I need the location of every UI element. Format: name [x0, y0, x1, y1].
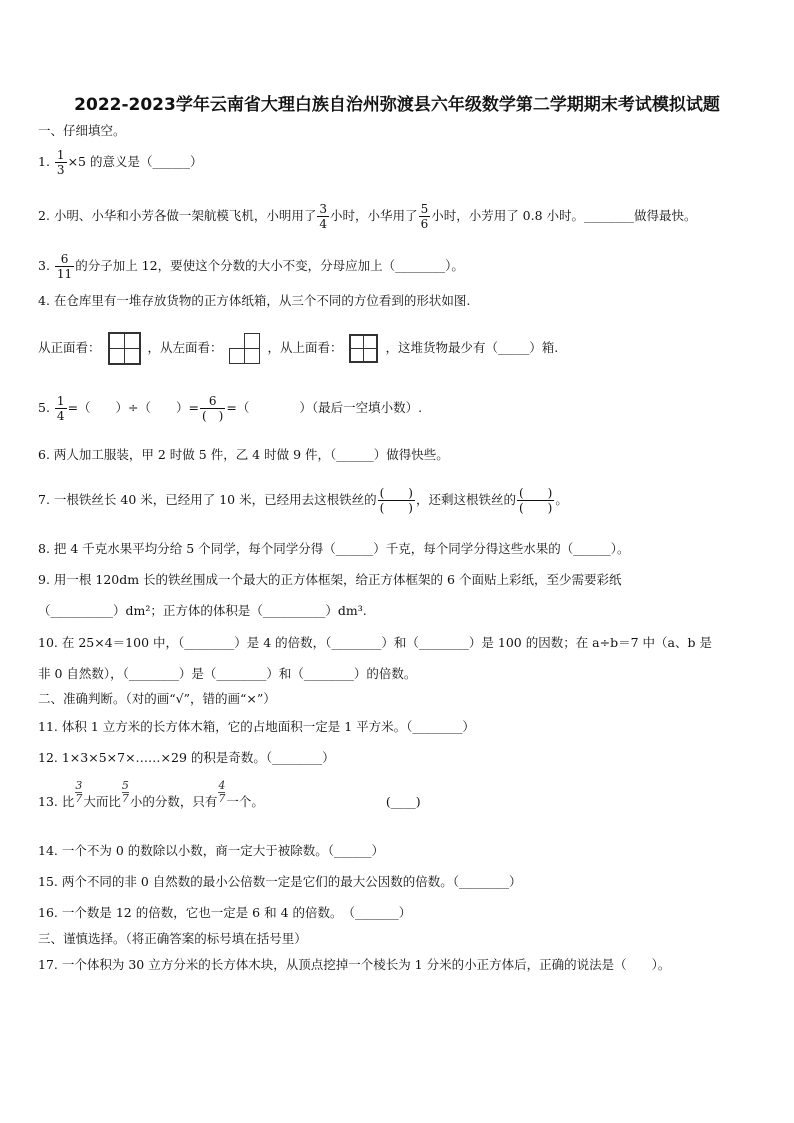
front-view-grid-icon — [108, 332, 141, 365]
question-1: 1. $\frac{1}{3}$ ×5 的意义是（______） — [38, 148, 203, 177]
question-3: 3. $\frac{6}{11}$ 的分子加上 12，要使这个分数的大小不变，分母应加上（________）。 — [38, 252, 464, 281]
question-5: 5. $\frac{1}{4}$ =（ ）÷（ ）= $\frac{6}{( )}$ =（ ）（最后一空填小数）. — [38, 394, 423, 423]
question-16: 16. 一个数是 12 的倍数，它也一定是 6 和 4 的倍数。 （_______） — [38, 905, 412, 920]
section-2-heading: 二、准确判断。（对的画“√”，错的画“×”） — [38, 691, 276, 706]
question-15: 15. 两个不同的非 0 自然数的最小公倍数一定是它们的最大公因数的倍数。（________） — [38, 874, 522, 889]
question-6: 6. 两人加工服装，甲 2 时做 5 件，乙 4 时做 9 件，（______）做得快些。 — [38, 447, 449, 462]
question-9-line-1: 9. 用一根 120dm 长的铁丝围成一个最大的正方体框架，给正方体框架的 6 个面贴上彩纸，至少需要彩纸 — [38, 572, 622, 587]
question-17: 17. 一个体积为 30 立方分米的长方体木块，从顶点挖掉一个棱长为 1 分米的小正方体后，正确的说法是（ ）。 — [38, 957, 671, 972]
question-13: 13. 比 $\frac{3}{7}$ 大而比 $\frac{5}{7}$ 小的分数，只有 $\frac{4}{7}$ 一个。 (____) — [38, 779, 421, 809]
section-3-heading: 三、谨慎选择。（将正确答案的标号填在括号里） — [38, 931, 307, 946]
question-10-line-1: 10. 在 25×4＝100 中，（________）是 4 的倍数，（________）和（________）是 100 的因数；在 a÷b＝7 中（a、b 是 — [38, 635, 712, 650]
section-1-heading: 一、仔细填空。 — [38, 123, 126, 138]
fraction-one-third: $\frac{1}{3}$ — [56, 148, 65, 177]
question-11: 11. 体积 1 立方米的长方体木箱，它的占地面积一定是 1 平方米。（________） — [38, 719, 475, 734]
question-7: 7. 一根铁丝长 40 米，已经用了 10 米，已经用去这根铁丝的 $\frac{( )}{( )}$ ，还剩这根铁丝的 $\frac{( )}{( )}$ 。 — [38, 486, 568, 515]
question-14: 14. 一个不为 0 的数除以小数，商一定大于被除数。（______） — [38, 843, 385, 858]
left-view-grid-icon — [229, 333, 260, 364]
question-8: 8. 把 4 千克水果平均分给 5 个同学，每个同学分得（______）千克，每个同学分得这些水果的（______）。 — [38, 541, 630, 556]
top-view-grid-icon — [349, 334, 378, 363]
question-4-views: 从正面看： ，从左面看： ，从上面看： ，这堆货物最少有（_____）箱. — [38, 332, 558, 365]
question-9-line-2: （__________）dm²；正方体的体积是（__________）dm³. — [38, 603, 367, 618]
question-10-line-2: 非 0 自然数），（________）是（________）和（________）的倍数。 — [38, 666, 417, 681]
exam-title: 2022-2023学年云南省大理白族自治州弥渡县六年级数学第二学期期末考试模拟试题 — [74, 95, 720, 115]
question-12: 12. 1×3×5×7×……×29 的积是奇数。（________） — [38, 750, 335, 765]
question-4: 4. 在仓库里有一堆存放货物的正方体纸箱，从三个不同的方位看到的形状如图. — [38, 293, 471, 308]
question-2: 2. 小明、小华和小芳各做一架航模飞机，小明用了 $\frac{3}{4}$ 小时，小华用了 $\frac{5}{6}$ 小时，小芳用了 0.8 小时。________做得最快。 — [38, 202, 697, 231]
